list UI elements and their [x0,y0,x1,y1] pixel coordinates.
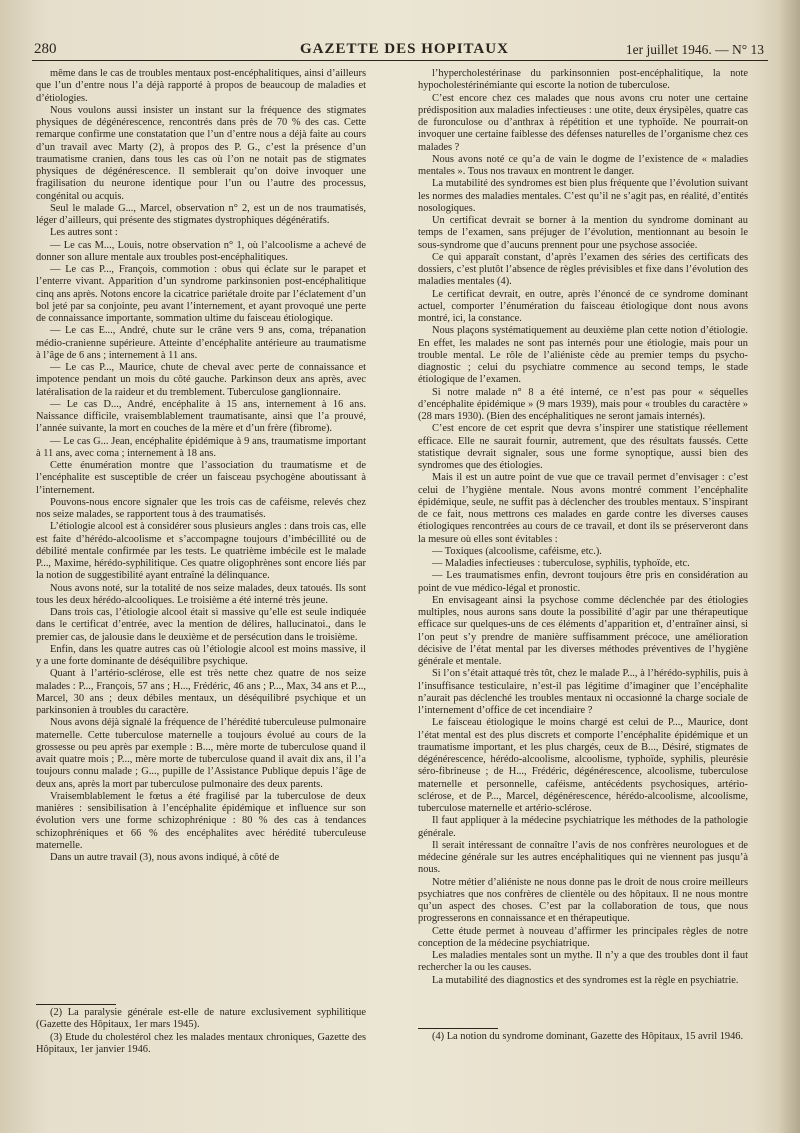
paragraph: Nous avons noté ce qu’a de vain le dogme de l’existence de « maladies mentales ». Tous nos travaux en montrent le danger. [418,153,748,177]
footnote: (3) Etude du cholestérol chez les malades mentaux chroniques, Gazette des Hôpitaux, 1er janvier 1946. [36,1031,366,1055]
paragraph: Le faisceau étiologique le moins chargé est celui de P..., Maurice, dont l’état mental est des plus discrets et comporte l’encéphalite épidémique et un traumatisme important, et les plus chargés, ceux de B..., Désiré, stigmates de dégénérescence, hérédo-alcoolisme, alcoolisme, typhoïde, syphilis, pleurésie séro-fibrineuse ; de H..., Frédéric, dégénérescence, alcoolisme, tuberculose maternelle et personnelle, caféisme, antécédents psychosiques, artério-sclérose, et de P..., Marcel, dégénérescence, hérédo-alcoolisme, alcoolisme, tuberculose maternelle et artério-sclérose. [418,717,748,814]
paragraph: Nous plaçons systématiquement au deuxième plan cette notion d’étiologie. En effet, les malades ne sont pas internés pour une étiologie, mais pour un trouble mental. Le rôle de l’aliéniste cède au premier temps du psycho-diagnostic ; celui du psychiatre commence au second temps, le stade étiologique de l’examen. [418,325,748,386]
paragraph: Les autres sont : [50,227,118,239]
footnote: (2) La paralysie générale est-elle de nature exclusivement syphilitique (Gazette des Hôpitaux, 1er mars 1945). [36,1007,366,1031]
paragraph: Vraisemblablement le fœtus a été fragilisé par la tuberculose de deux manières : sensibilisation à l’encéphalite épidémique et influence sur son évolution vers une forme schizophrénique : 80 % des cas à tendances schizophréniques et 66 % des encéphalites avec hérédité tuberculeuse maternelle. [36,790,366,851]
paragraph: Le certificat devrait, en outre, après l’énoncé de ce syndrome dominant actuel, comporter l’énumération du faisceau étiologique dont nous avons montré, ici, la constance. [418,288,748,324]
paragraph: Enfin, dans les quatre autres cas où l’étiologie alcool est moins massive, il y a une forte dominante de déséquilibre psychique. [36,643,366,667]
paragraph: Cette étude permet à nouveau d’affirmer les principales règles de notre conception de la médecine psychiatrique. [418,925,748,949]
paragraph: Nous voulons aussi insister un instant sur la fréquence des stigmates physiques de dégénérescence, rencontrés dans près de 70 % des cas. Cette remarque confirme une constatation que l’un d’entre nous a déjà faite au cours d’un travail avec Marty (2), à propos des P. G., c’est la présence d’un traumatisme cranien, dans tous les cas où l’on ne notait pas de stigmates physiques de dégénérescence. Il semblerait qu’on doive invoquer une fragilisation du neurone identique pour l’un ou l’autre des processus, congénital ou acquis. [36,104,366,202]
paragraph: Notre métier d’aliéniste ne nous donne pas le droit de nous croire meilleurs psychiatres que nos confrères de clientèle ou des hôpitaux. Il ne nous montre qu’un aspect des choses. C’est par la collaboration de tous, que nous progresserons en connaissance et en thérapeutique. [418,876,748,925]
paragraph: Dans un autre travail (3), nous avons indiqué, à côté de [50,852,280,863]
paragraph: L’étiologie alcool est à considérer sous plusieurs angles : dans trois cas, elle est faite d’hérédo-alcoolisme et s’accompagne toujours d’imbécillité ou de débilité mentale confirmée par les tests. Le quatrième imbécile est le malade P..., Maxime, hérédo-syphilitique. Ces quatre oligophrènes sont encore liés par la notion de suggestibilité ayant entraîné la délinquance. [36,521,366,582]
paragraph: Il faut appliquer à la médecine psychiatrique les méthodes de la pathologie générale. [418,815,748,839]
paragraph: — Le cas E..., André, chute sur le crâne vers 9 ans, coma, trépanation médio-cranienne supérieure. Atteinte d’encéphalite antérieure au traumatisme à l’âge de 6 ans ; internement à 11 ans. [36,325,366,361]
paragraph: C’est encore de cet esprit que devra s’inspirer une statistique réellement efficace. Elle ne saurait fournir, autrement, que des résultats faussés. Cette statistique devrait signaler, sous une forme synoptique, aussi bien des syndromes que des étiologies. [418,423,748,471]
paragraph: — Le cas D..., André, encéphalite à 15 ans, internement à 16 ans. Naissance difficile, vraisemblablement traumatisante, ainsi que l’a prouvé, l’année suivante, la mort en couches de la mère et d’un frère (fibrome). [36,398,366,435]
paragraph: — Les traumatismes enfin, devront toujours être pris en considération au point de vue médico-légal et pronostic. [418,570,748,594]
page-number: 280 [34,41,57,57]
page-header [32,38,768,61]
page-edge-shadow [778,0,800,1133]
paragraph: — Le cas M..., Louis, notre observation n° 1, où l’alcoolisme a achevé de donner son allure mentale aux troubles post-encéphalitiques. [36,239,366,263]
footnote-rule [36,1004,116,1005]
paragraph: — Le cas P..., François, commotion : obus qui éclate sur le parapet et l’enterre vivant. Apparition d’un syndrome parkinsonien post-encéphalitique cinq ans après. Notons encore la cicatrice pariétale droite par l’éclatement d’un bol jeté par sa conjointe, peu avant l’internement, et ayant provoqué une perte de connaissance importante, sommation ultime du faisceau étiologique. [36,264,366,324]
paragraph: Seul le malade G..., Marcel, observation n° 2, est un de nos traumatisés, léger d’ailleurs, qui présente des stigmates dystrophiques dégénératifs. [36,202,366,226]
paragraph: C’est encore chez ces malades que nous avons cru noter une certaine prédisposition aux maladies infectieuses : une otite, deux érysipèles, quatre cas de furonculose ou d’anthrax à répétition et une typhoïde. Ne pourrait-on invoquer une certaine faiblesse des défenses naturelles de l’organisme chez ces malades ? [418,92,748,153]
journal-title: GAZETTE DES HOPITAUX [300,41,509,57]
paragraph: — Toxiques (alcoolisme, caféisme, etc.). [432,545,602,557]
left-footnotes [36,1004,366,1056]
paragraph: Dans trois cas, l’étiologie alcool était si massive qu’elle est seule indiquée dans le certificat d’entrée, avec la mention de délires, hallucinatoi., dans le premier cas, de jalousie dans le deuxième et de persécution dans le troisième. [36,607,366,643]
paragraph: La mutabilité des diagnostics et des syndromes est la règle en psychiatrie. [432,974,739,986]
paragraph: — Maladies infectieuses : tuberculose, syphilis, typhoïde, etc. [432,558,690,569]
footnote-rule [418,1028,498,1029]
paragraph: l’hypercholestérinase du parkinsonnien post-encéphalitique, la note hypocholestérinémiante qui escorte la notion de tuberculose. [418,68,748,92]
footnote: (4) La notion du syndrome dominant, Gazette des Hôpitaux, 15 avril 1946. [432,1031,744,1042]
paragraph: même dans le cas de troubles mentaux post-encéphalitiques, ainsi d’ailleurs que l’un d’entre nous l’a déjà rapporté à propos de beaucoup de maladies et d’étiologies. [36,68,366,104]
paragraph: Si notre malade n° 8 a été interné, ce n’est pas pour « séquelles d’encéphalite épidémique » (9 mars 1939), mais pour « troubles du caractère » (28 mars 1930). (Bien des encéphalitiques ne seront jamais internés). [418,386,748,422]
left-column [36,68,366,864]
paragraph: Mais il est un autre point de vue que ce travail permet d’envisager : c’est celui de l’hygiène mentale. Nous avons montré comment l’encéphalite épidémique, seule, ne suffit pas à déclencher des troubles mentaux. S’inspirant de ce fait, nous mettrons ces malades en garde contre les diverses causes étiologiques rencontrées au cours de ce travail, et dont ils se préserveront dans la mesure où elles sont évitables : [418,472,748,545]
paragraph: — Le cas P..., Maurice, chute de cheval avec perte de connaissance et impotence pendant un mois du côté gauche. Parkinson deux ans après, avec latéralisation de la raideur et du tremblement. Tuberculose ganglionnaire. [36,362,366,398]
paragraph: Il serait intéressant de connaître l’avis de nos confrères neurologues et de médecine générale sur les autres encéphalitiques qui ne viennent pas jusqu’à nous. [418,839,748,876]
paragraph: — Le cas G... Jean, encéphalite épidémique à 9 ans, traumatisme important à 11 ans, avec coma ; internement à 18 ans. [36,435,366,459]
paragraph: Si l’on s’était attaqué très tôt, chez le malade P..., à l’hérédo-syphilis, puis à l’insuffisance testiculaire, n’est-il pas légitime d’imaginer que l’encéphalite n’aurait pas déclenché les troubles mentaux ni occasionné la charge sociale de l’internement d’office de cet incendiaire ? [418,668,748,716]
issue-date: 1er juillet 1946. — N° 13 [625,42,764,57]
paragraph: Les maladies mentales sont un mythe. Il n’y a que des troubles dont il faut rechercher la ou les causes. [418,950,748,974]
paragraph: En envisageant ainsi la psychose comme déclenchée par des étiologies multiples, nous aurons sans doute la possibilité d’agir par une thérapeutique efficace sur quelques-uns de ces éléments d’apparition et, d’entraîner ainsi, si l’on peut s’y prendre de manière suffisamment précoce, une amélioration décisive de l’état mental par les diverses méthodes préventives de l’hygiène générale et mentale. [418,594,748,667]
paragraph: Quant à l’artério-sclérose, elle est très nette chez quatre de nos seize malades : P..., François, 57 ans ; H..., Frédéric, 46 ans ; P..., Max, 34 ans et P..., Marcel, 30 ans ; deux débiles mentaux, un déséquilibré psychique et un parkinsonien à troubles du caractère. [36,668,366,716]
paragraph: Cette énumération montre que l’association du traumatisme et de l’encéphalite est susceptible de créer un faisceau psychogène aboutissant à l’internement. [36,460,366,496]
paragraph: La mutabilité des syndromes est bien plus fréquente que l’évolution suivant les normes des maladies mentales. C’est qu’il ne s’agit pas, en réalité, d’entités nosologiques. [418,178,748,214]
right-footnotes [418,1028,748,1043]
paragraph: Un certificat devrait se borner à la mention du syndrome dominant au temps de l’examen, sans préjuger de l’évolution, mentionnant au besoin le sous-syndrome que d’aucuns prennent pour une psychose associée. [418,215,748,251]
right-column [418,68,748,987]
paragraph: Ce qui apparaît constant, d’après l’examen des séries des certificats des dossiers, c’est plutôt l’absence de règles prévisibles et fixe dans l’évolution des maladies mentales (4). [418,251,748,288]
paragraph: Nous avons noté, sur la totalité de nos seize malades, deux tatoués. Ils sont tous les deux hérédo-alcooliques. Le troisième a été interné très jeune. [36,582,366,606]
paragraph: Pouvons-nous encore signaler que les trois cas de caféisme, relevés chez nos seize malades, se rapportent tous à des traumatisés. [36,496,366,520]
paragraph: Nous avons déjà signalé la fréquence de l’hérédité tuberculeuse pulmonaire maternelle. Cette tuberculose maternelle a toujours évolué au cours de la grossesse ou peu après par exemple : B..., mère morte de tuberculose quand il avait quatre mois ; P..., mère morte de tuberculose quand il avait dix ans, il l’a toujours connu malade ; G..., pupille de l’Assistance Publique depuis l’âge de deux ans, après la mort par tuberculose pulmonaire des deux parents. [36,717,366,790]
